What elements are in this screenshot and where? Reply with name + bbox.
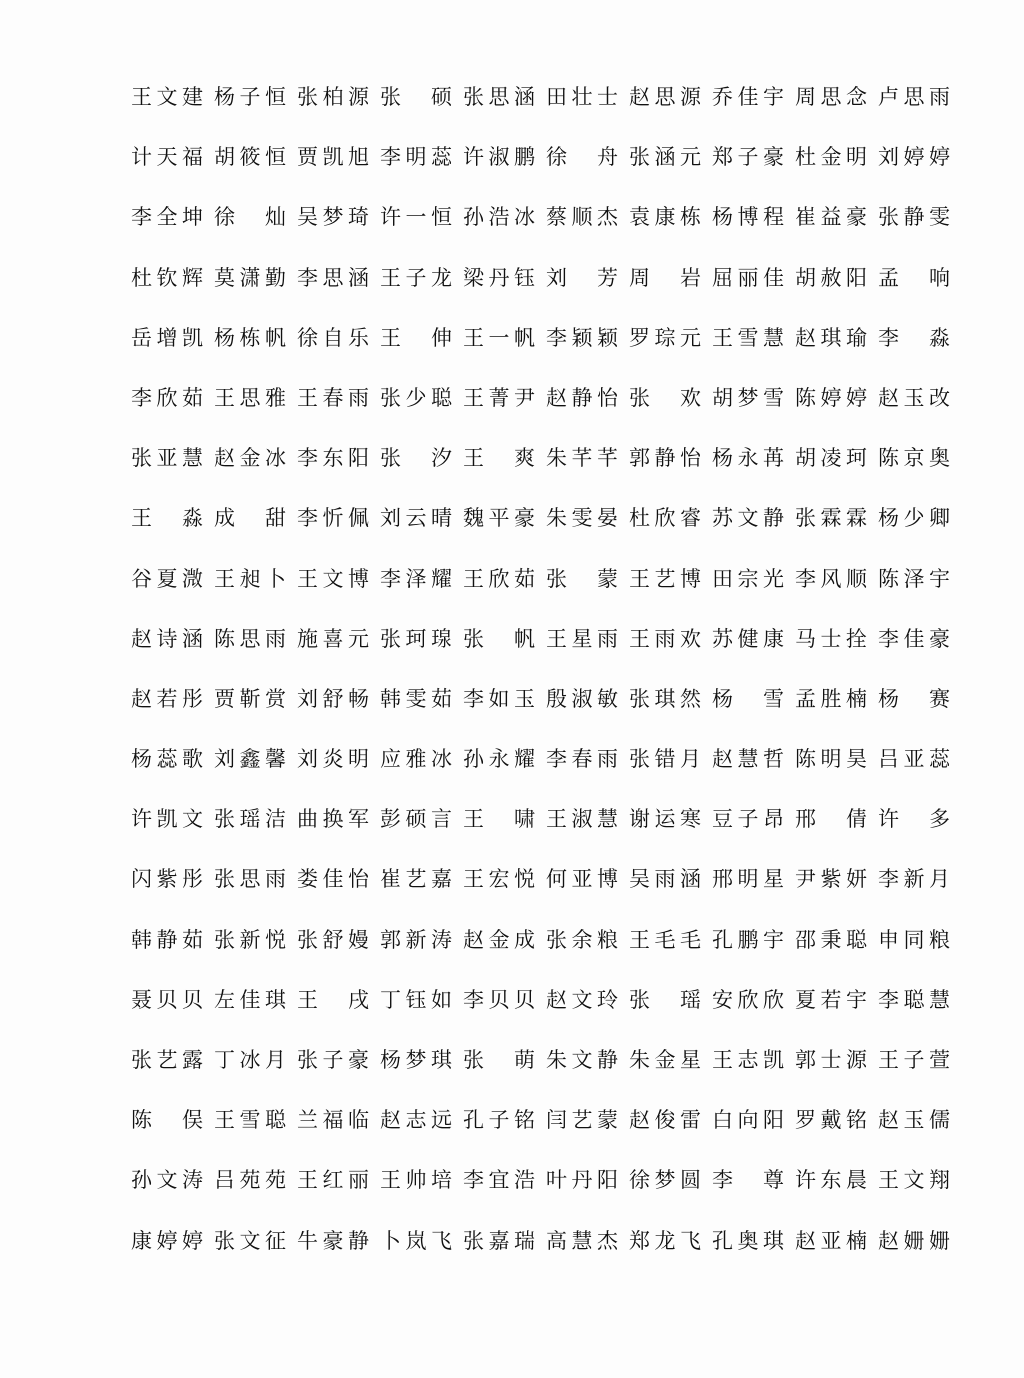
name-entry: 张 珂 瑔 — [380, 626, 452, 651]
name-entry: 孙 文 涛 — [131, 1168, 203, 1193]
name-entry: 张 涵 元 — [629, 145, 701, 170]
name-entry: 李 东 阳 — [297, 446, 369, 471]
name-entry: 许 淑 鹏 — [463, 145, 535, 170]
name-entry: 王 伸 — [380, 325, 452, 350]
name-entry: 刘 婷 婷 — [878, 145, 950, 170]
name-entry: 李 全 坤 — [131, 205, 203, 230]
name-entry: 左 佳 琪 — [214, 987, 286, 1012]
name-entry: 张 静 雯 — [878, 205, 950, 230]
name-entry: 赵 玉 儒 — [878, 1108, 950, 1133]
name-entry: 杨 赛 — [878, 686, 950, 711]
name-entry: 郭 新 涛 — [380, 927, 452, 952]
name-entry: 谢 运 寒 — [629, 807, 701, 832]
name-entry: 韩 静 茹 — [131, 927, 203, 952]
name-entry: 张 霖 霖 — [795, 506, 867, 531]
name-entry: 罗 琮 元 — [629, 325, 701, 350]
name-entry: 胡 梦 雪 — [712, 385, 784, 410]
name-entry: 朱 芊 芊 — [546, 446, 618, 471]
name-entry: 高 慧 杰 — [546, 1228, 618, 1253]
name-entry: 朱 金 星 — [629, 1048, 701, 1072]
name-entry: 屈 丽 佳 — [712, 265, 784, 290]
name-entry: 崔 艺 嘉 — [380, 867, 452, 892]
name-entry: 李 尊 — [712, 1168, 784, 1193]
name-entry: 李 聪 慧 — [878, 987, 950, 1012]
name-entry: 闪 紫 彤 — [131, 867, 203, 892]
name-entry: 郭 士 源 — [795, 1048, 867, 1072]
name-entry: 郑 龙 飞 — [629, 1228, 701, 1253]
name-entry: 吴 梦 琦 — [297, 205, 369, 230]
name-entry: 张 嘉 瑞 — [463, 1228, 535, 1253]
name-entry: 张 琪 然 — [629, 686, 701, 711]
name-entry: 赵 金 成 — [463, 927, 535, 952]
name-entry: 申 同 粮 — [878, 927, 950, 952]
name-entry: 杨 永 苒 — [712, 446, 784, 471]
name-entry: 魏 平 豪 — [463, 506, 535, 531]
name-entry: 李 颖 颖 — [546, 325, 618, 350]
name-entry: 莫 潇 勤 — [214, 265, 286, 290]
name-entry: 孟 响 — [878, 265, 950, 290]
name-entry: 王 欣 茹 — [463, 566, 535, 591]
name-entry: 王 子 萱 — [878, 1048, 950, 1072]
name-entry: 孙 永 耀 — [463, 747, 535, 772]
name-entry: 岳 增 凯 — [131, 325, 203, 350]
name-entry: 陈 思 雨 — [214, 626, 286, 651]
name-entry: 王 艺 博 — [629, 566, 701, 591]
name-entry: 刘 云 晴 — [380, 506, 452, 531]
name-entry: 张 蒙 — [546, 566, 618, 591]
name-entry: 刘 炎 明 — [297, 747, 369, 772]
name-entry: 李 佳 豪 — [878, 626, 950, 651]
name-entry: 殷 淑 敏 — [546, 686, 618, 711]
name-entry: 孔 奥 琪 — [712, 1228, 784, 1253]
name-entry: 许 一 恒 — [380, 205, 452, 230]
name-entry: 王 志 凯 — [712, 1048, 784, 1072]
name-entry: 杜 金 明 — [795, 145, 867, 170]
name-entry: 胡 赦 阳 — [795, 265, 867, 290]
name-entry: 许 东 晨 — [795, 1168, 867, 1193]
name-entry: 李 忻 佩 — [297, 506, 369, 531]
name-entry: 张 瑶 — [629, 987, 701, 1012]
name-entry: 李 思 涵 — [297, 265, 369, 290]
name-entry: 田 壮 士 — [546, 85, 618, 109]
name-entry: 卢 思 雨 — [878, 85, 950, 109]
name-entry: 王 帅 培 — [380, 1168, 452, 1193]
name-entry: 成 甜 — [214, 506, 286, 531]
name-entry: 崔 益 豪 — [795, 205, 867, 230]
name-entry: 叶 丹 阳 — [546, 1168, 618, 1193]
name-entry: 赵 金 冰 — [214, 446, 286, 471]
name-entry: 王 雪 慧 — [712, 325, 784, 350]
name-entry: 许 凯 文 — [131, 807, 203, 832]
name-entry: 张 错 月 — [629, 747, 701, 772]
name-list-grid — [130, 66, 960, 1270]
name-entry: 夏 若 宇 — [795, 987, 867, 1012]
name-entry: 梁 丹 钰 — [463, 265, 535, 290]
name-entry: 朱 雯 晏 — [546, 506, 618, 531]
name-entry: 徐 自 乐 — [297, 325, 369, 350]
name-entry: 邢 倩 — [795, 807, 867, 832]
name-entry: 杜 钦 辉 — [131, 265, 203, 290]
name-entry: 赵 文 玲 — [546, 987, 618, 1012]
name-entry: 杨 梦 琪 — [380, 1048, 452, 1072]
name-entry: 胡 筱 恒 — [214, 145, 286, 170]
name-entry: 赵 诗 涵 — [131, 626, 203, 651]
name-entry: 张 柏 源 — [297, 85, 369, 109]
name-entry: 张 亚 慧 — [131, 446, 203, 471]
name-entry: 王 文 建 — [131, 85, 203, 109]
name-entry: 李 淼 — [878, 325, 950, 350]
name-entry: 陈 泽 宇 — [878, 566, 950, 591]
name-entry: 孙 浩 冰 — [463, 205, 535, 230]
name-entry: 应 雅 冰 — [380, 747, 452, 772]
name-entry: 邵 秉 聪 — [795, 927, 867, 952]
name-entry: 丁 钰 如 — [380, 987, 452, 1012]
name-entry: 王 星 雨 — [546, 626, 618, 651]
name-entry: 赵 志 远 — [380, 1108, 452, 1133]
name-entry: 张 新 悦 — [214, 927, 286, 952]
name-entry: 丁 冰 月 — [214, 1048, 286, 1072]
name-entry: 王 思 雅 — [214, 385, 286, 410]
name-entry: 白 向 阳 — [712, 1108, 784, 1133]
name-entry: 张 欢 — [629, 385, 701, 410]
name-entry: 李 宜 浩 — [463, 1168, 535, 1193]
name-entry: 豆 子 昂 — [712, 807, 784, 832]
name-entry: 徐 舟 — [546, 145, 618, 170]
name-entry: 王 红 丽 — [297, 1168, 369, 1193]
name-entry: 杨 子 恒 — [214, 85, 286, 109]
name-entry: 赵 亚 楠 — [795, 1228, 867, 1253]
name-entry: 何 亚 博 — [546, 867, 618, 892]
name-entry: 赵 若 彤 — [131, 686, 203, 711]
name-entry: 吴 雨 涵 — [629, 867, 701, 892]
name-entry: 许 多 — [878, 807, 950, 832]
name-entry: 杨 蕊 歌 — [131, 747, 203, 772]
name-entry: 王 文 博 — [297, 566, 369, 591]
name-entry: 闫 艺 蒙 — [546, 1108, 618, 1133]
name-entry: 王 子 龙 — [380, 265, 452, 290]
name-entry: 刘 鑫 馨 — [214, 747, 286, 772]
name-entry: 张 思 雨 — [214, 867, 286, 892]
name-entry: 赵 思 源 — [629, 85, 701, 109]
name-entry: 李 风 顺 — [795, 566, 867, 591]
name-entry: 施 喜 元 — [297, 626, 369, 651]
name-entry: 赵 慧 哲 — [712, 747, 784, 772]
name-entry: 李 欣 茹 — [131, 385, 203, 410]
name-entry: 郭 静 怡 — [629, 446, 701, 471]
name-entry: 韩 雯 茹 — [380, 686, 452, 711]
name-entry: 牛 豪 静 — [297, 1228, 369, 1253]
name-entry: 马 士 拴 — [795, 626, 867, 651]
name-entry: 杨 栋 帆 — [214, 325, 286, 350]
name-entry: 孔 鹏 宇 — [712, 927, 784, 952]
name-entry: 张 汐 — [380, 446, 452, 471]
name-entry: 兰 福 临 — [297, 1108, 369, 1133]
name-entry: 王 雪 聪 — [214, 1108, 286, 1133]
name-entry: 张 余 粮 — [546, 927, 618, 952]
name-entry: 张 帆 — [463, 626, 535, 651]
name-entry: 苏 健 康 — [712, 626, 784, 651]
name-entry: 李 春 雨 — [546, 747, 618, 772]
name-entry: 张 舒 嫚 — [297, 927, 369, 952]
name-entry: 陈 明 昊 — [795, 747, 867, 772]
name-entry: 王 啸 — [463, 807, 535, 832]
name-entry: 安 欣 欣 — [712, 987, 784, 1012]
name-entry: 张 瑶 洁 — [214, 807, 286, 832]
name-entry: 张 硕 — [380, 85, 452, 109]
name-entry: 孟 胜 楠 — [795, 686, 867, 711]
name-entry: 杨 博 程 — [712, 205, 784, 230]
name-entry: 贾 凯 旭 — [297, 145, 369, 170]
name-entry: 卜 岚 飞 — [380, 1228, 452, 1253]
name-entry: 谷 夏 溦 — [131, 566, 203, 591]
name-entry: 赵 玉 改 — [878, 385, 950, 410]
name-entry: 周 岩 — [629, 265, 701, 290]
name-entry: 徐 灿 — [214, 205, 286, 230]
name-entry: 王 淑 慧 — [546, 807, 618, 832]
name-entry: 王 爽 — [463, 446, 535, 471]
name-entry: 李 贝 贝 — [463, 987, 535, 1012]
name-entry: 陈 京 奥 — [878, 446, 950, 471]
name-entry: 杨 少 卿 — [878, 506, 950, 531]
name-entry: 李 如 玉 — [463, 686, 535, 711]
name-entry: 王 戌 — [297, 987, 369, 1012]
name-entry: 陈 俣 — [131, 1108, 203, 1133]
name-entry: 杜 欣 睿 — [629, 506, 701, 531]
name-entry: 杨 雪 — [712, 686, 784, 711]
name-entry: 王 一 帆 — [463, 325, 535, 350]
name-entry: 郑 子 豪 — [712, 145, 784, 170]
name-entry: 王 文 翔 — [878, 1168, 950, 1193]
name-entry: 刘 芳 — [546, 265, 618, 290]
name-entry: 赵 姗 姗 — [878, 1228, 950, 1253]
name-entry: 曲 换 军 — [297, 807, 369, 832]
name-entry: 赵 琪 瑜 — [795, 325, 867, 350]
name-entry: 胡 凌 珂 — [795, 446, 867, 471]
name-entry: 李 泽 耀 — [380, 566, 452, 591]
name-entry: 李 新 月 — [878, 867, 950, 892]
name-entry: 赵 静 怡 — [546, 385, 618, 410]
name-entry: 张 文 征 — [214, 1228, 286, 1253]
name-entry: 蔡 顺 杰 — [546, 205, 618, 230]
name-entry: 张 子 豪 — [297, 1048, 369, 1072]
name-entry: 罗 戴 铭 — [795, 1108, 867, 1133]
name-entry: 徐 梦 圆 — [629, 1168, 701, 1193]
name-entry: 孔 子 铭 — [463, 1108, 535, 1133]
name-entry: 康 婷 婷 — [131, 1228, 203, 1253]
name-entry: 张 萌 — [463, 1048, 535, 1072]
name-entry: 王 菁 尹 — [463, 385, 535, 410]
name-entry: 刘 舒 畅 — [297, 686, 369, 711]
name-entry: 娄 佳 怡 — [297, 867, 369, 892]
name-entry: 吕 苑 苑 — [214, 1168, 286, 1193]
name-entry: 王 春 雨 — [297, 385, 369, 410]
name-entry: 张 思 涵 — [463, 85, 535, 109]
name-entry: 王 毛 毛 — [629, 927, 701, 952]
name-entry: 贾 靳 赏 — [214, 686, 286, 711]
name-entry: 王 宏 悦 — [463, 867, 535, 892]
name-entry: 聂 贝 贝 — [131, 987, 203, 1012]
name-entry: 周 思 念 — [795, 85, 867, 109]
name-entry: 苏 文 静 — [712, 506, 784, 531]
name-entry: 田 宗 光 — [712, 566, 784, 591]
name-entry: 张 艺 露 — [131, 1048, 203, 1072]
name-entry: 计 天 福 — [131, 145, 203, 170]
name-entry: 袁 康 栋 — [629, 205, 701, 230]
name-entry: 赵 俊 雷 — [629, 1108, 701, 1133]
name-entry: 李 明 蕊 — [380, 145, 452, 170]
name-entry: 王 雨 欢 — [629, 626, 701, 651]
name-entry: 彭 硕 言 — [380, 807, 452, 832]
name-entry: 朱 文 静 — [546, 1048, 618, 1072]
name-entry: 王 昶 卜 — [214, 566, 286, 591]
name-entry: 张 少 聪 — [380, 385, 452, 410]
name-entry: 吕 亚 蕊 — [878, 747, 950, 772]
name-entry: 尹 紫 妍 — [795, 867, 867, 892]
name-entry: 乔 佳 宇 — [712, 85, 784, 109]
name-entry: 陈 婷 婷 — [795, 385, 867, 410]
name-entry: 王 淼 — [131, 506, 203, 531]
name-entry: 邢 明 星 — [712, 867, 784, 892]
